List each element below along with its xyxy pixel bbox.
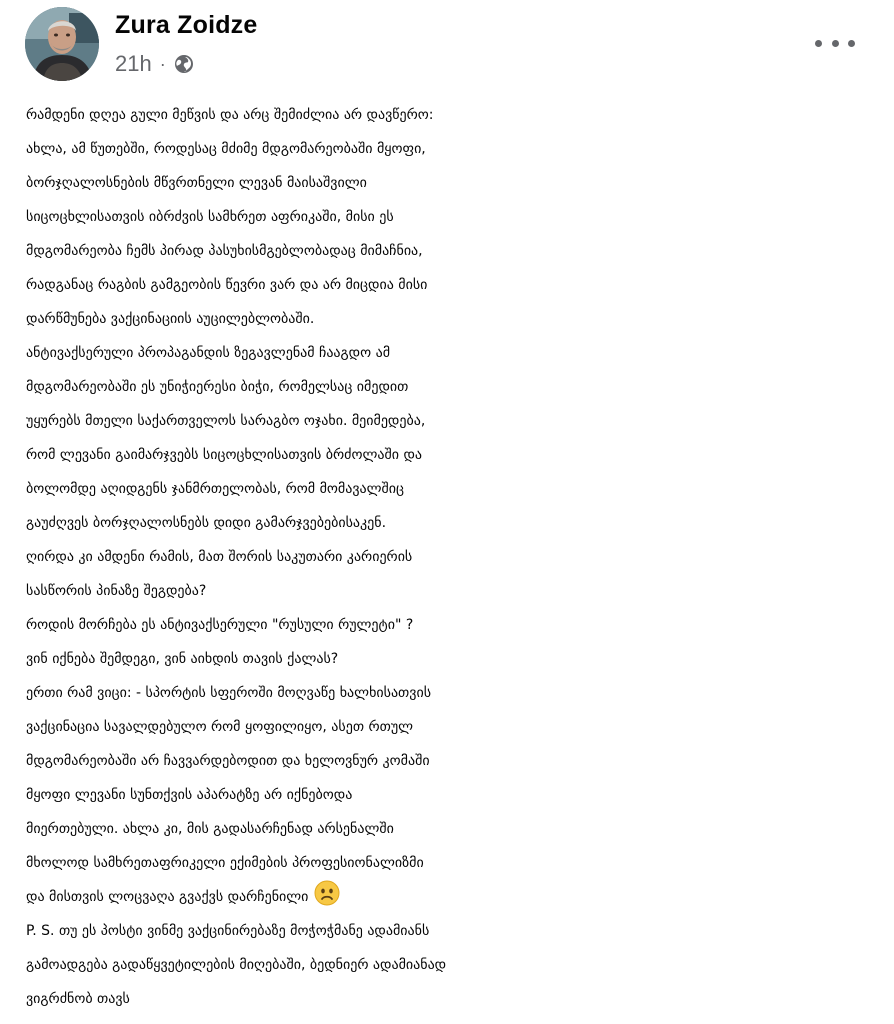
post-text-line: გაუძღვეს ბორჯღალოსნებს დიდი გამარჯვებებისაკენ. <box>26 515 387 531</box>
post-text-line <box>26 880 876 914</box>
post-text-line: რომ ლევანი გაიმარჯვებს სიცოცხლისათვის ბრძოლაში და <box>26 447 423 463</box>
post-text-line: როდის მორჩება ეს ანტივაქსერული "რუსული რულეტი" ? <box>26 617 414 633</box>
more-dot-icon <box>832 40 839 47</box>
author-name[interactable]: Zura Zoidze <box>115 11 258 39</box>
post-text-line: ბორჯღალოსნების მწვრთნელი ლევან მაისაშვილი <box>26 175 367 191</box>
post-text-line: სიცოცხლისათვის იბრძვის სამხრეთ აფრიკაში, მისი ეს <box>26 209 394 225</box>
post-text-line: მდგომარეობაში ეს უნიჭიერესი ბიჭი, რომელსაც იმედით <box>26 379 409 395</box>
post-text-line: ერთი რამ ვიცი: - სპორტის სფეროში მოღვაწე ხალხისათვის <box>26 685 432 701</box>
post-text-line: ვიგრძნობ თავს <box>26 991 130 1007</box>
post-text-line: მდგომარეობაში არ ჩავვარდებოდით და ხელოვნურ კომაში <box>26 753 430 769</box>
post-text-line: ანტივაქსერული პროპაგანდის ზეგავლენამ ჩააგდო ამ <box>26 345 391 361</box>
post-text-line: რადგანაც რაგბის გამგეობის წევრი ვარ და არ მიცდია მისი <box>26 277 428 293</box>
post-text-line: ვაქცინაცია სავალდებულო რომ ყოფილიყო, ასეთ რთულ <box>26 719 414 735</box>
more-dot-icon <box>815 40 822 47</box>
more-dot-icon <box>848 40 855 47</box>
post-text-line: მყოფი ლევანი სუნთქვის აპარატზე არ იქნებოდა <box>26 787 353 803</box>
post-text-line: ბოლომდე აღიდგენს ჯანმრთელობას, რომ მომავალშიც <box>26 481 404 497</box>
more-options-button[interactable] <box>815 33 855 53</box>
post-text-line: P. S. თუ ეს პოსტი ვინმე ვაქცინირებაზე მოჭოჭმანე ადამიანს <box>26 923 430 939</box>
post-text <box>26 98 876 1016</box>
post-text-segment: და მისთვის ლოცვაღა გვაქვს დარჩენილი <box>26 889 309 905</box>
post-text-line: სასწორის პინაზე შეგდება? <box>26 583 207 599</box>
sad-face-emoji-icon <box>314 880 340 906</box>
post-header <box>25 7 875 87</box>
avatar[interactable] <box>25 7 99 81</box>
post-meta <box>115 51 194 77</box>
post-text-line: ახლა, ამ წუთებში, როდესაც მძიმე მდგომარეობაში მყოფი, <box>26 141 426 157</box>
post-timestamp[interactable]: 21h <box>115 51 152 76</box>
globe-icon[interactable] <box>174 54 194 74</box>
post-text-line: მხოლოდ სამხრეთაფრიკელი ექიმების პროფესიონალიზმი <box>26 855 424 871</box>
post-text-line: მდგომარეობა ჩემს პირად პასუხისმგებლობადაც მიმაჩნია, <box>26 243 423 259</box>
post-text-line: გამოადგება გადაწყვეტილების მიღებაში, ბედნიერ ადამიანად <box>26 957 447 973</box>
post-text-line: დარწმუნება ვაქცინაციის აუცილებლობაში. <box>26 311 315 327</box>
post-text-line: ვინ იქნება შემდეგი, ვინ აიხდის თავის ქალას? <box>26 651 339 667</box>
avatar-photo <box>25 7 99 81</box>
post-text-line: ღირდა კი ამდენი რამის, მათ შორის საკუთარი კარიერის <box>26 549 413 565</box>
post-text-line: უყურებს მთელი საქართველოს სარაგბო ოჯახი. მეიმედება, <box>26 413 426 429</box>
meta-separator: · <box>159 53 166 74</box>
post-text-line: რამდენი დღეა გული მეწვის და არც შემიძლია არ დავწერო: <box>26 107 434 123</box>
post-text-line: მიერთებული. ახლა კი, მის გადასარჩენად არსენალში <box>26 821 394 837</box>
